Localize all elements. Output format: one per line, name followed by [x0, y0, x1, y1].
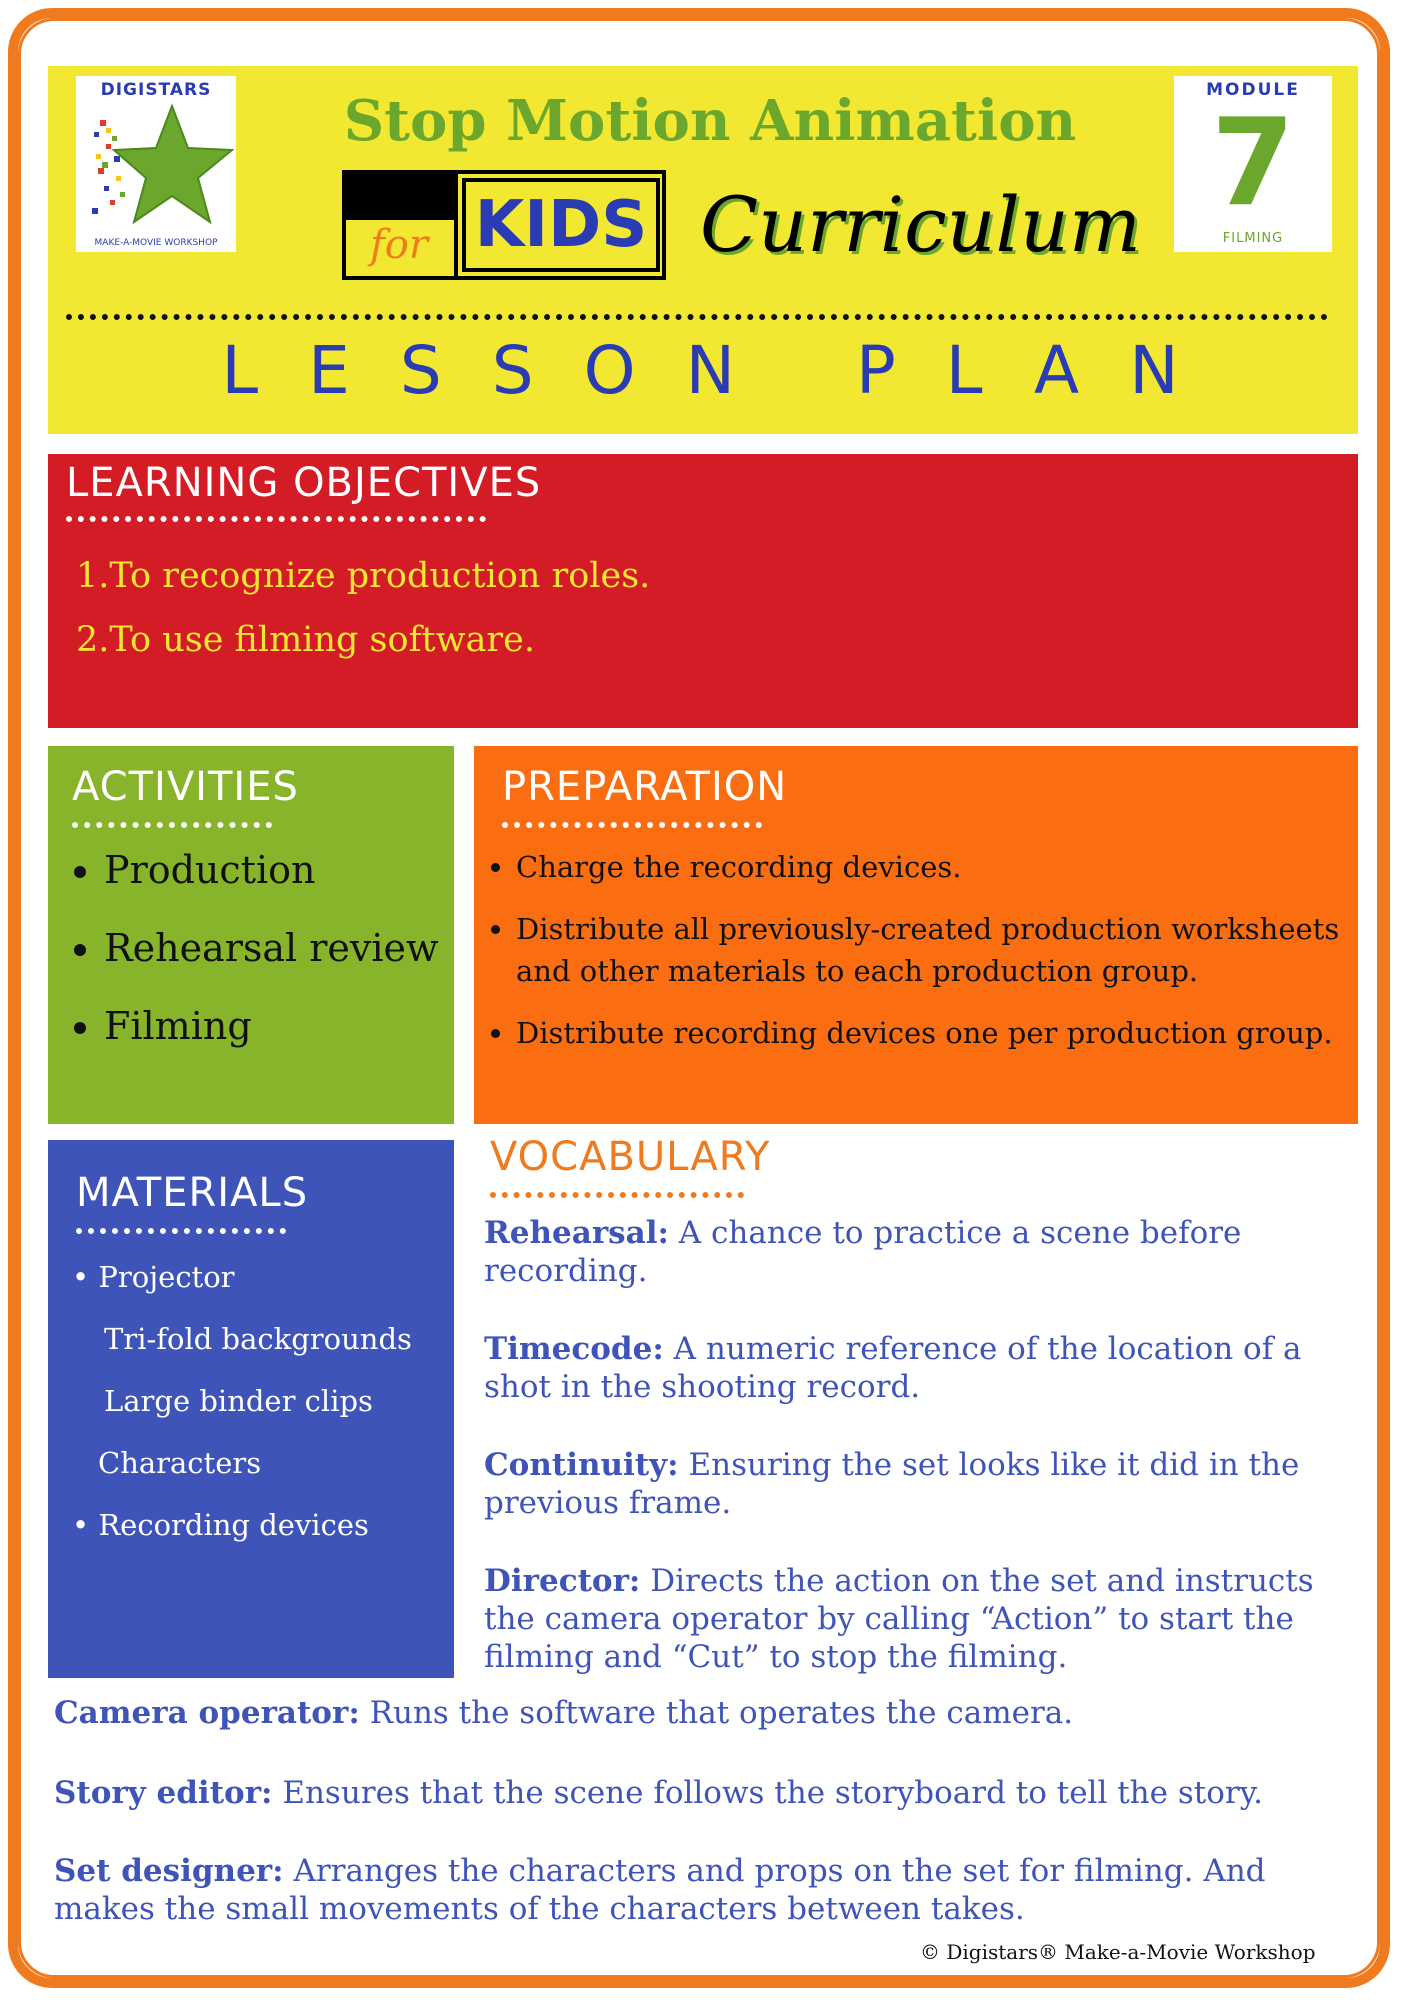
star-shape [114, 106, 232, 222]
vocabulary-title: VOCABULARY [490, 1134, 771, 1180]
activities-title: ACTIVITIES [72, 764, 299, 810]
list-item: Characters [98, 1446, 262, 1480]
vocab-definition: A numeric reference of the location of a shot in the shooting record. [484, 1331, 1302, 1405]
materials-divider [76, 1228, 286, 1234]
module-label: MODULE [1206, 80, 1300, 100]
vocabulary-divider [490, 1192, 744, 1198]
for-kids-badge [342, 170, 666, 280]
activities-list [64, 848, 439, 1082]
vocab-definition: A chance to practice a scene before recording. [484, 1215, 1242, 1289]
lesson-plan-heading: LESSON PLAN [221, 332, 1229, 409]
vocab-definition: Directs the action on the set and instructs the camera operator by calling “Action” to start the filming and “Cut” to stop the filming. [484, 1563, 1314, 1675]
vocab-definition: Ensuring the set looks like it did in the previous frame. [484, 1447, 1300, 1521]
badge-divider [454, 174, 458, 276]
vocab-definition: Runs the software that operates the camera. [369, 1695, 1074, 1731]
list-item: Large binder clips [104, 1384, 373, 1418]
badge-kids-text: KIDS [462, 178, 660, 272]
vocab-entry [484, 1214, 1344, 1290]
list-item: • Charge the recording devices. [516, 846, 1386, 888]
preparation-title: PREPARATION [502, 764, 788, 810]
curriculum-text: Curriculum [700, 180, 1141, 269]
list-item: Tri-fold backgrounds [104, 1322, 412, 1356]
objective-item: 2.To use filming software. [76, 620, 535, 660]
vocab-entry [484, 1446, 1344, 1522]
vocab-term: Continuity: [484, 1447, 679, 1483]
preparation-list [482, 846, 1386, 1074]
vocab-term: Rehearsal: [484, 1215, 669, 1251]
vocab-entry [54, 1774, 1344, 1812]
copyright-footer: © Digistars® Make-a-Movie Workshop [920, 1940, 1316, 1964]
vocab-term: Story editor: [54, 1775, 273, 1811]
badge-black-block [346, 174, 454, 220]
vocab-entry [54, 1852, 1344, 1928]
page-title: Stop Motion Animation [343, 88, 1077, 154]
vocab-term: Set designer: [54, 1853, 284, 1889]
module-subtitle: FILMING [1222, 231, 1284, 246]
vocab-entry [484, 1562, 1344, 1676]
vocab-term: Director: [484, 1563, 641, 1599]
materials-title: MATERIALS [76, 1170, 309, 1216]
vocab-term: Timecode: [484, 1331, 664, 1367]
module-badge [1174, 76, 1332, 252]
list-item: • Production [104, 848, 439, 926]
module-number: 7 [1211, 94, 1295, 233]
preparation-divider [502, 822, 762, 828]
objectives-title: LEARNING OBJECTIVES [66, 460, 542, 506]
digistars-logo [76, 76, 236, 252]
vocab-definition: Ensures that the scene follows the storyboard to tell the story. [282, 1775, 1263, 1811]
logo-bottom-text: MAKE-A-MOVIE WORKSHOP [94, 238, 218, 248]
list-item: • Filming [104, 1004, 439, 1082]
star-icon [76, 76, 236, 252]
objectives-divider [66, 516, 486, 522]
header-divider [66, 314, 1328, 320]
logo-top-text: DIGISTARS [100, 80, 212, 100]
vocab-entry [54, 1694, 1344, 1732]
list-item: • Rehearsal review [104, 926, 439, 1004]
activities-divider [72, 822, 272, 828]
list-item: • Distribute all previously-created production worksheets and other materials to each production group. [516, 908, 1386, 992]
list-item: • Projector [72, 1260, 235, 1294]
vocab-definition: Arranges the characters and props on the set for filming. And makes the small movements of the characters between takes. [54, 1853, 1266, 1927]
vocab-entry [484, 1330, 1344, 1406]
list-item: • Recording devices [72, 1508, 369, 1542]
vocab-term: Camera operator: [54, 1695, 360, 1731]
list-item: • Distribute recording devices one per production group. [516, 1012, 1386, 1054]
objective-item: 1.To recognize production roles. [76, 556, 651, 596]
badge-for-text: for [370, 222, 429, 268]
